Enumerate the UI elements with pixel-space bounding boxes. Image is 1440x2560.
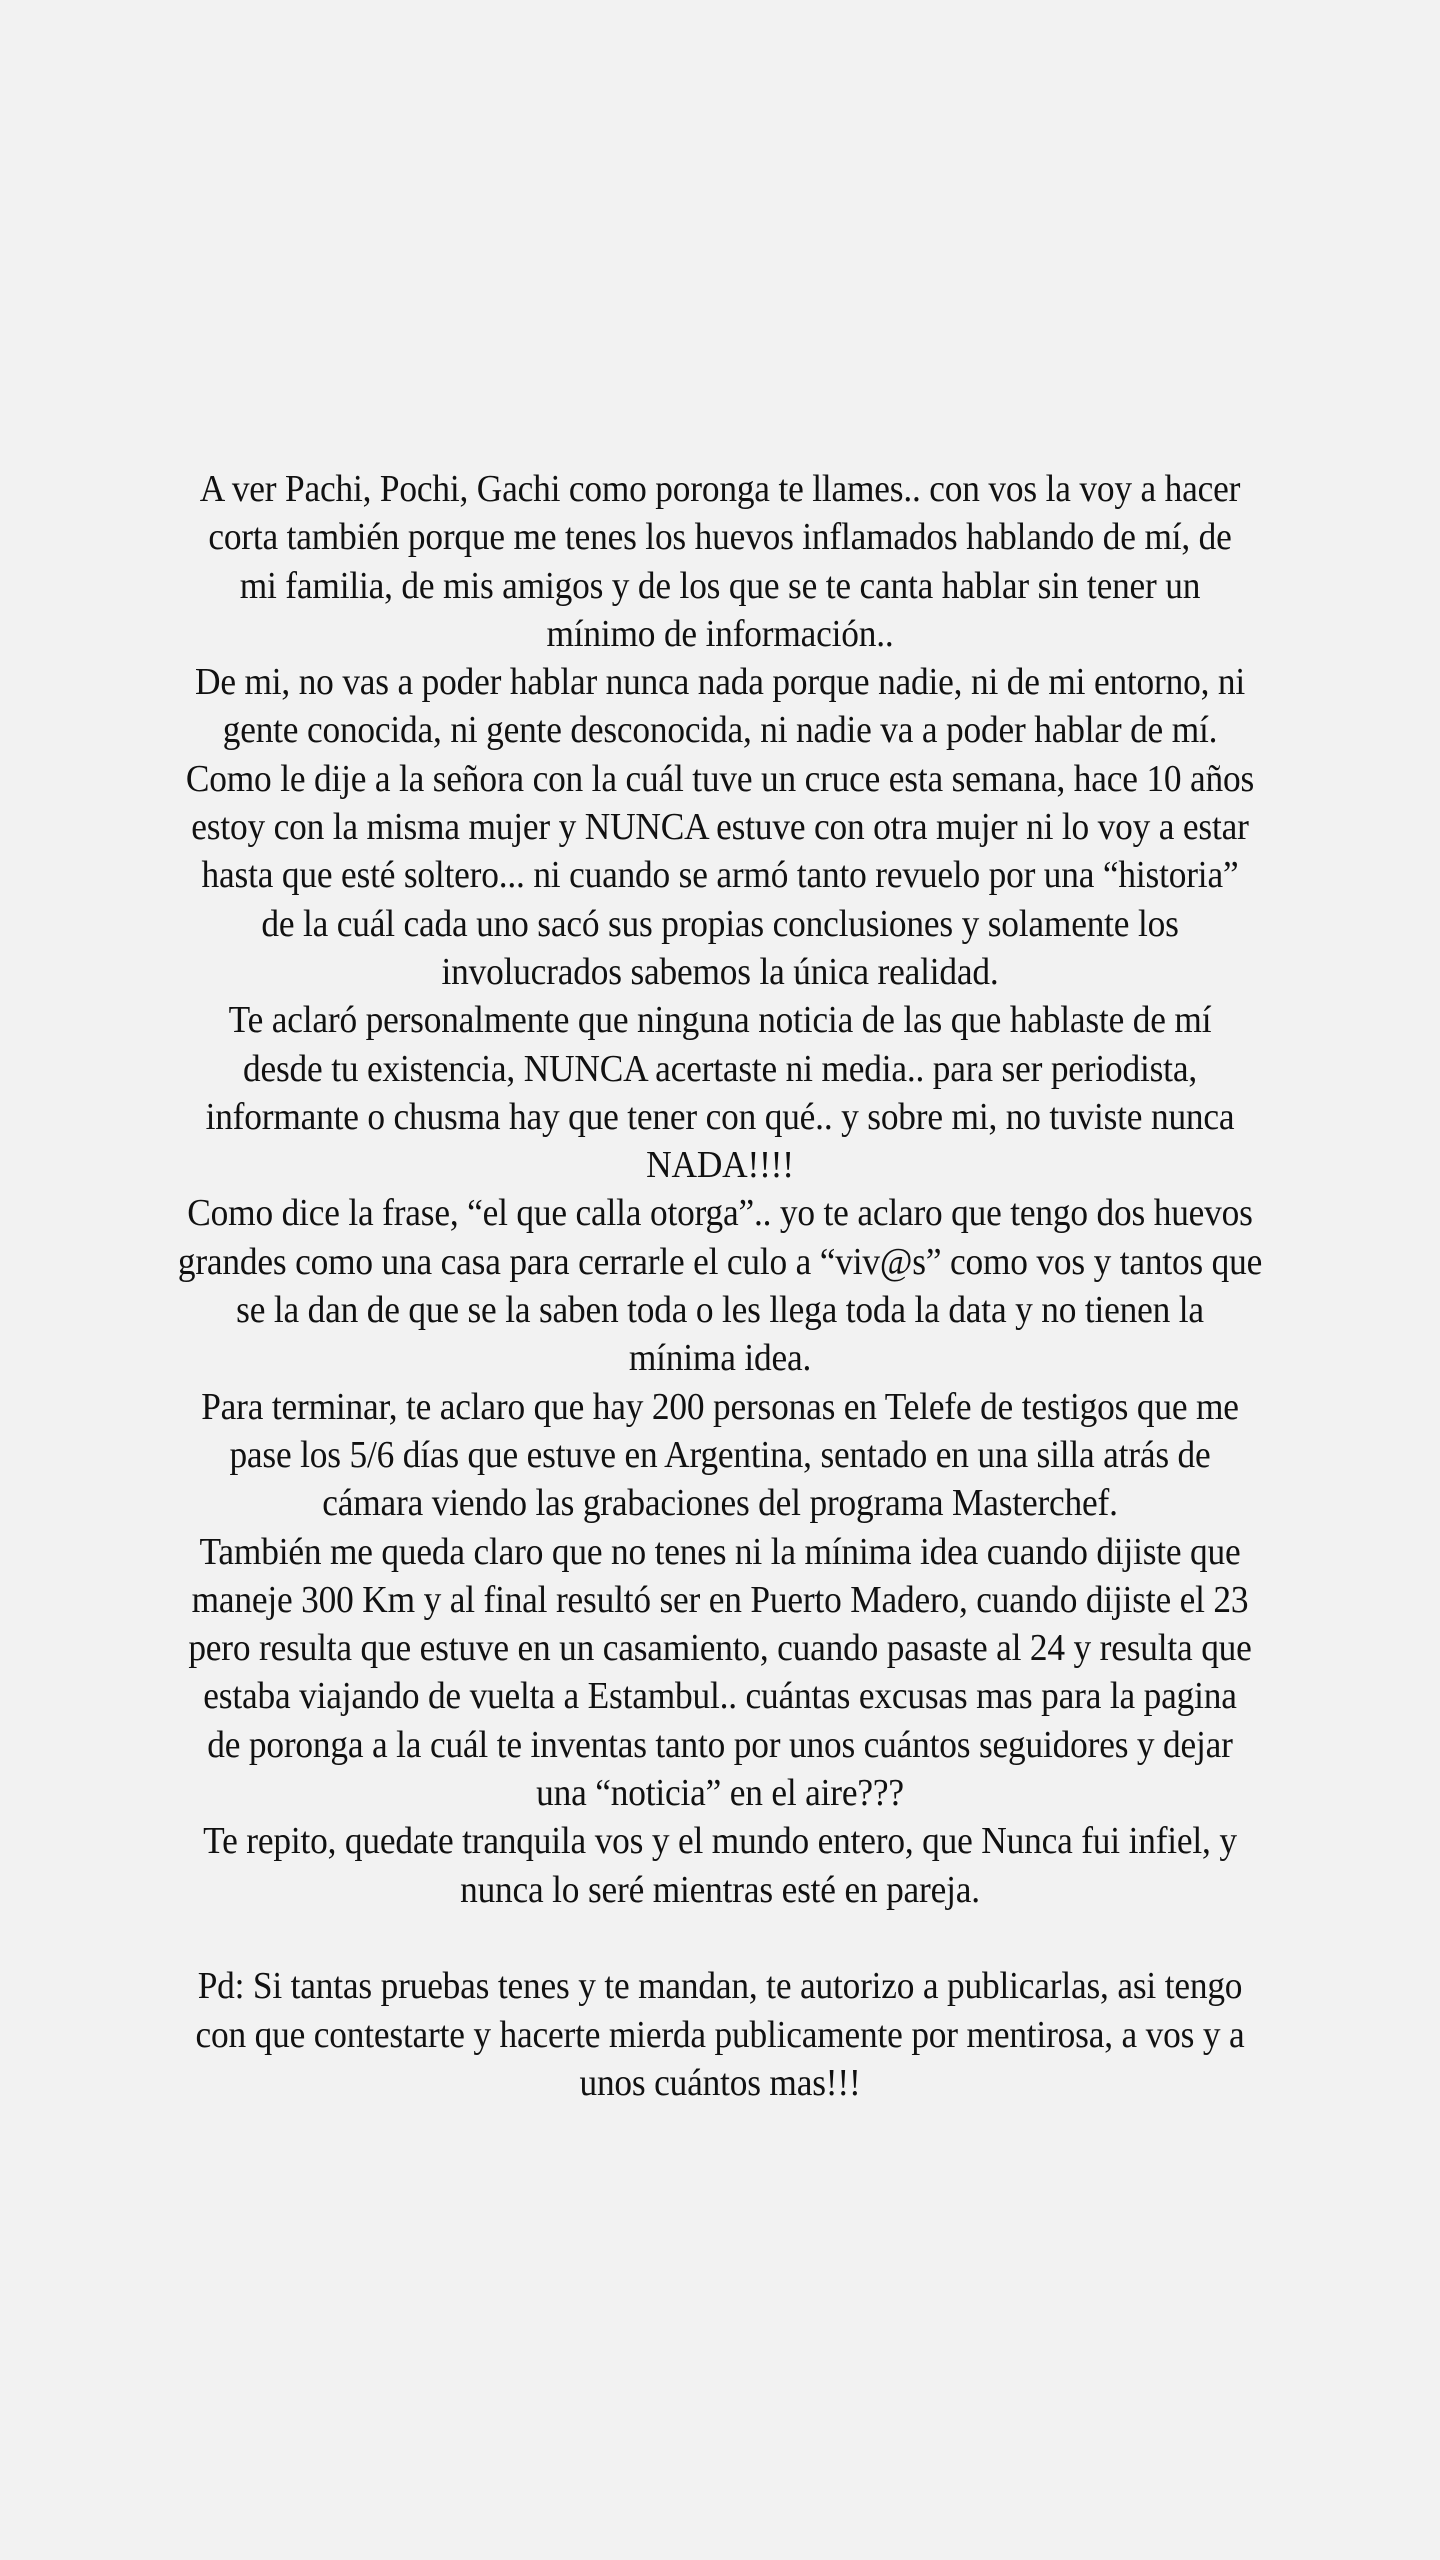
- text-line: desde tu existencia, NUNCA acertaste ni media.. para ser periodista,: [243, 1047, 1197, 1090]
- text-line: mínima idea.: [628, 1337, 812, 1380]
- text-line: con que contestarte y hacerte mierda publicamente por mentirosa, a vos y a: [195, 2013, 1245, 2056]
- text-line: De mi, no vas a poder hablar nunca nada porque nadie, ni de mi entorno, ni: [194, 661, 1246, 704]
- text-line: de poronga a la cuál te inventas tanto por unos cuántos seguidores y dejar: [207, 1723, 1233, 1766]
- paragraph-intro: [0, 465, 1440, 658]
- text-line: estoy con la misma mujer y NUNCA estuve con otra mujer ni lo voy a estar: [191, 806, 1249, 849]
- paragraph-spacer: [0, 1914, 1440, 1962]
- text-line: cámara viendo las grabaciones del programa Masterchef.: [322, 1482, 1118, 1525]
- text-line: mi familia, de mis amigos y de los que se te canta hablar sin tener un: [239, 564, 1201, 607]
- text-line: corta también porque me tenes los huevos inflamados hablando de mí, de: [208, 516, 1232, 559]
- text-line: hasta que esté soltero... ni cuando se armó tanto revuelo por una “historia”: [201, 854, 1239, 897]
- text-line: Como dice la frase, “el que calla otorga”.. yo te aclaro que tengo dos huevos: [187, 1192, 1253, 1235]
- text-line: NADA!!!!: [646, 1144, 794, 1187]
- text-line: Como le dije a la señora con la cuál tuve un cruce esta semana, hace 10 años: [185, 757, 1255, 800]
- text-line: gente conocida, ni gente desconocida, ni nadie va a poder hablar de mí.: [222, 709, 1218, 752]
- text-line: una “noticia” en el aire???: [536, 1772, 904, 1815]
- text-line: Te repito, quedate tranquila vos y el mundo entero, que Nunca fui infiel, y: [203, 1820, 1237, 1863]
- text-line: se la dan de que se la saben toda o les llega toda la data y no tienen la: [236, 1289, 1204, 1332]
- text-line: maneje 300 Km y al final resultó ser en Puerto Madero, cuando dijiste el 23: [191, 1578, 1249, 1621]
- text-line: Pd: Si tantas pruebas tenes y te mandan, te autorizo a publicarlas, asi tengo: [197, 1965, 1243, 2008]
- text-line: informante o chusma hay que tener con qué.. y sobre mi, no tuviste nunca: [205, 1095, 1235, 1138]
- text-line: Para terminar, te aclaro que hay 200 personas en Telefe de testigos que me: [201, 1385, 1239, 1428]
- paragraph-te-repito: [0, 1817, 1440, 1914]
- postscript: [0, 1962, 1440, 2107]
- paragraph-para-terminar: [0, 1383, 1440, 1528]
- text-line: de la cuál cada uno sacó sus propias conclusiones y solamente los: [261, 902, 1179, 945]
- story-text-block: [0, 465, 1440, 2107]
- text-line: estaba viajando de vuelta a Estambul.. cuántas excusas mas para la pagina: [203, 1675, 1237, 1718]
- text-line: A ver Pachi, Pochi, Gachi como poronga te llames.. con vos la voy a hacer: [199, 468, 1241, 510]
- text-line: También me queda claro que no tenes ni la mínima idea cuando dijiste que: [199, 1530, 1241, 1573]
- paragraph-como-dice: [0, 1189, 1440, 1382]
- text-line: grandes como una casa para cerrarle el culo a “viv@s” como vos y tantos que: [177, 1240, 1263, 1283]
- text-line: pero resulta que estuve en un casamiento, cuando pasaste al 24 y resulta que: [188, 1627, 1252, 1670]
- paragraph-tambien: [0, 1528, 1440, 1818]
- paragraph-de-mi: [0, 658, 1440, 755]
- text-line: unos cuántos mas!!!: [579, 2061, 861, 2104]
- text-line: pase los 5/6 días que estuve en Argentina, sentado en una silla atrás de: [229, 1433, 1211, 1476]
- text-line: mínimo de información..: [546, 612, 894, 655]
- text-line: nunca lo seré mientras esté en pareja.: [460, 1868, 980, 1911]
- text-line: Te aclaró personalmente que ninguna noticia de las que hablaste de mí: [228, 999, 1212, 1042]
- text-line: involucrados sabemos la única realidad.: [441, 950, 999, 993]
- paragraph-como-le-dije: [0, 755, 1440, 996]
- paragraph-te-aclaro: [0, 996, 1440, 1189]
